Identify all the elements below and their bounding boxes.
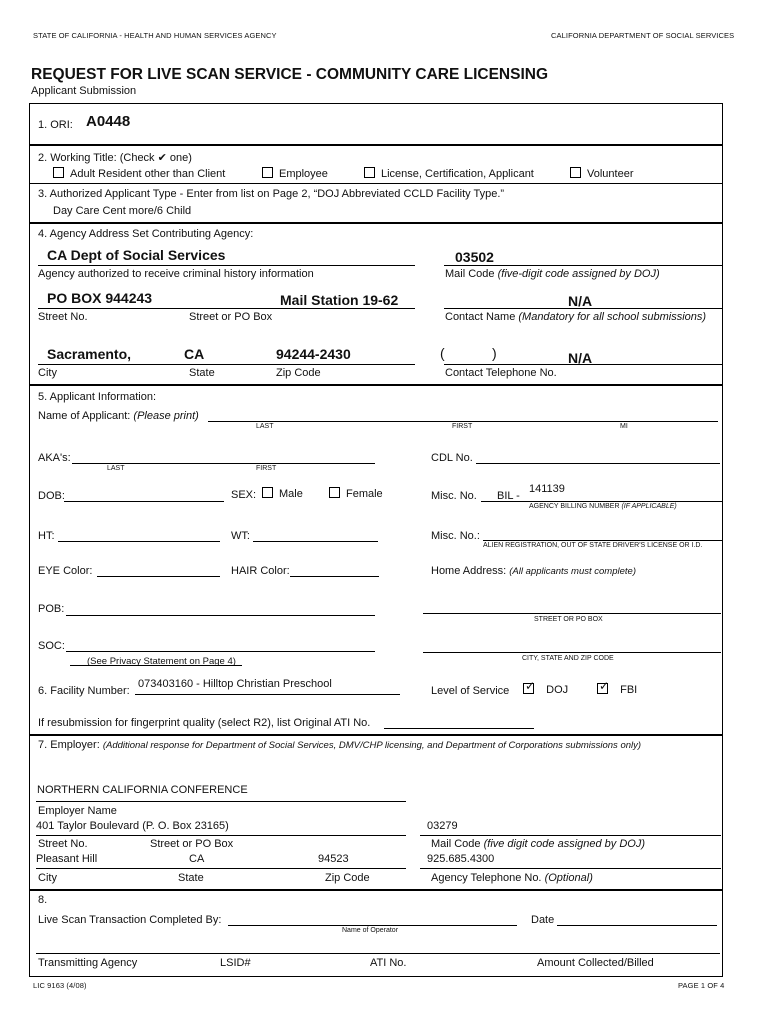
- option-license-applicant[interactable]: [364, 167, 534, 180]
- ati-label: ATI No.: [370, 957, 407, 969]
- divider: [29, 889, 723, 891]
- agency-mail-code-value[interactable]: 03502: [455, 249, 494, 265]
- cdl-line[interactable]: [476, 463, 720, 464]
- applicant-type-value[interactable]: Day Care Cent more/6 Child: [53, 205, 192, 217]
- agency-section-label: 4. Agency Address Set Contributing Agency:: [38, 228, 254, 240]
- underline: [36, 868, 406, 869]
- employer-zip-value[interactable]: 94523: [318, 853, 349, 865]
- checkbox[interactable]: [329, 487, 340, 498]
- misc2-line[interactable]: [483, 540, 723, 541]
- agency-phone-value[interactable]: N/A: [568, 350, 593, 366]
- label-text: Name of Applicant:: [38, 410, 131, 422]
- agency-state-label: State: [189, 367, 215, 379]
- label-hint: (Additional response for Department of Social Services, DMV/CHP licensing, and Department of Corporations submissions only): [102, 740, 642, 751]
- caption-hint: (IF APPLICABLE): [621, 503, 677, 510]
- option-label: DOJ: [546, 684, 569, 696]
- dob-line[interactable]: [64, 501, 224, 502]
- facility-line: [135, 694, 400, 695]
- employer-state-value[interactable]: CA: [189, 853, 205, 865]
- underline: [420, 868, 721, 869]
- form-number: LIC 9163 (4/08): [33, 981, 87, 990]
- option-label: Male: [279, 488, 303, 500]
- option-employee[interactable]: [262, 167, 328, 180]
- option-label: Employee: [279, 168, 328, 180]
- employer-street-label: Street or PO Box: [150, 838, 234, 850]
- label-hint: (Please print): [133, 410, 199, 422]
- label-text: Mail Code: [431, 838, 481, 850]
- home-street-line[interactable]: [423, 613, 721, 614]
- weight-line[interactable]: [253, 541, 378, 542]
- underline: [38, 308, 415, 309]
- agency-zip-label: Zip Code: [276, 367, 321, 379]
- label-hint: (five-digit code assigned by DOJ): [497, 268, 660, 280]
- underline: [444, 364, 722, 365]
- agency-contact-name-value[interactable]: N/A: [568, 293, 593, 309]
- sex-female-option[interactable]: [329, 487, 383, 500]
- employer-mail-code-label: [431, 838, 645, 850]
- height-label: HT:: [38, 530, 55, 542]
- employer-street-no-label: Street No.: [38, 838, 88, 850]
- underline: [70, 665, 242, 666]
- eye-color-label: EYE Color:: [38, 565, 93, 577]
- misc2-label: Misc. No.:: [431, 530, 480, 542]
- operator-line[interactable]: [228, 925, 517, 926]
- employer-state-label: State: [178, 872, 204, 884]
- transaction-label: 8.: [38, 894, 48, 906]
- agency-mail-code-label: [445, 268, 660, 280]
- misc-caption: [529, 503, 677, 510]
- agency-city-label: City: [38, 367, 57, 379]
- pob-line[interactable]: [66, 615, 375, 616]
- privacy-note: (See Privacy Statement on Page 4): [87, 656, 236, 667]
- transmitting-agency-label: Transmitting Agency: [38, 957, 138, 969]
- underline: [444, 265, 722, 266]
- employer-label: [38, 739, 641, 751]
- level-of-service-label: Level of Service: [431, 685, 510, 697]
- ori-value[interactable]: A0448: [86, 113, 131, 130]
- soc-line[interactable]: [66, 651, 375, 652]
- form-title: REQUEST FOR LIVE SCAN SERVICE - COMMUNITY CARE LICENSING: [31, 66, 549, 83]
- check-mark-icon: ✓: [525, 679, 536, 693]
- ati-line[interactable]: [384, 728, 534, 729]
- checkbox[interactable]: [53, 167, 64, 178]
- option-adult-resident[interactable]: [53, 167, 225, 180]
- caption-first: FIRST: [256, 465, 277, 472]
- checkbox-checked[interactable]: [523, 679, 536, 694]
- divider: [29, 222, 723, 224]
- employer-city-label: City: [38, 872, 57, 884]
- employer-mail-code-value[interactable]: 03279: [427, 820, 458, 832]
- resubmission-label: If resubmission for fingerprint quality (select R2), list Original ATI No.: [38, 717, 371, 729]
- pob-label: POB:: [38, 603, 65, 615]
- employer-zip-label: Zip Code: [325, 872, 370, 884]
- ori-label: 1. ORI:: [38, 119, 73, 131]
- checkbox[interactable]: [262, 487, 273, 498]
- sex-label: SEX:: [231, 489, 257, 501]
- label-hint: (Optional): [544, 872, 593, 884]
- divider: [29, 384, 723, 386]
- misc-prefix: BIL -: [497, 490, 520, 502]
- working-title-label: 2. Working Title: (Check ✔ one): [38, 152, 192, 164]
- agency-contact-name-label: [445, 311, 706, 323]
- agency-name-value[interactable]: CA Dept of Social Services: [47, 247, 226, 263]
- home-city-line[interactable]: [423, 652, 721, 653]
- option-label: FBI: [620, 684, 638, 696]
- cdl-label: CDL No.: [431, 452, 473, 464]
- agency-name-label: Agency authorized to receive criminal history information: [38, 268, 314, 280]
- checkbox-checked[interactable]: [597, 679, 610, 694]
- street-caption: STREET OR PO BOX: [534, 616, 603, 623]
- divider: [29, 183, 723, 184]
- label-hint: (five digit code assigned by DOJ): [483, 838, 646, 850]
- header-agency-right: CALIFORNIA DEPARTMENT OF SOCIAL SERVICES: [551, 31, 735, 40]
- agency-state-value[interactable]: CA: [184, 346, 205, 362]
- hair-color-line[interactable]: [290, 576, 379, 577]
- lsid-label: LSID#: [220, 957, 251, 969]
- applicant-name-line[interactable]: [208, 421, 718, 422]
- aka-line[interactable]: [72, 463, 375, 464]
- phone-paren-close: ): [492, 345, 497, 361]
- option-label: License, Certification, Applicant: [381, 168, 534, 180]
- agency-street-value[interactable]: Mail Station 19-62: [280, 292, 399, 308]
- page-number: PAGE 1 OF 4: [678, 981, 725, 990]
- home-address-label: [431, 565, 636, 577]
- soc-label: SOC:: [38, 640, 65, 652]
- operator-caption: Name of Operator: [342, 927, 399, 934]
- employer-street-value[interactable]: 401 Taylor Boulevard (P. O. Box 23165): [36, 820, 229, 832]
- checkbox[interactable]: [570, 167, 581, 178]
- employer-name-label: Employer Name: [38, 805, 117, 817]
- caption-mi: MI: [620, 423, 628, 430]
- amount-label: Amount Collected/Billed: [537, 957, 654, 969]
- label-text: 7. Employer:: [38, 739, 100, 751]
- employer-name-value[interactable]: NORTHERN CALIFORNIA CONFERENCE: [37, 784, 248, 796]
- employer-phone-value[interactable]: 925.685.4300: [427, 853, 495, 865]
- caption-last: LAST: [256, 423, 274, 430]
- facility-label: 6. Facility Number:: [38, 685, 130, 697]
- facility-value[interactable]: 073403160 - Hilltop Christian Preschool: [138, 678, 332, 690]
- dob-label: DOB:: [38, 490, 65, 502]
- divider: [29, 734, 723, 736]
- agency-phone-label: Contact Telephone No.: [445, 367, 557, 379]
- applicant-name-label: [38, 410, 199, 422]
- form-subtitle: Applicant Submission: [31, 85, 137, 97]
- label-hint: (Mandatory for all school submissions): [518, 311, 707, 323]
- misc2-caption: ALIEN REGISTRATION, OUT OF STATE DRIVER'S LICENSE OR I.D.: [483, 542, 703, 549]
- option-label: Female: [346, 488, 383, 500]
- label-text: Contact Name: [445, 311, 516, 323]
- label-hint: (All applicants must complete): [509, 566, 636, 577]
- phone-paren-open: (: [440, 345, 445, 361]
- label-text: Home Address:: [431, 565, 507, 577]
- agency-street-no-label: Street No.: [38, 311, 88, 323]
- applicant-section-label: 5. Applicant Information:: [38, 391, 157, 403]
- option-label: Adult Resident other than Client: [70, 168, 226, 180]
- underline: [36, 835, 406, 836]
- underline: [36, 801, 406, 802]
- label-text: Mail Code: [445, 268, 495, 280]
- agency-street-label: Street or PO Box: [189, 311, 273, 323]
- agency-city-value[interactable]: Sacramento,: [47, 346, 132, 362]
- underline: [38, 364, 415, 365]
- weight-label: WT:: [231, 530, 250, 542]
- misc-value[interactable]: 141139: [529, 483, 565, 495]
- level-fbi-option[interactable]: [597, 679, 638, 696]
- caption-first: FIRST: [452, 423, 473, 430]
- height-line[interactable]: [58, 541, 220, 542]
- underline: [420, 835, 721, 836]
- header-agency-left: STATE OF CALIFORNIA - HEALTH AND HUMAN SERVICES AGENCY: [33, 31, 277, 40]
- level-doj-option[interactable]: [523, 679, 569, 696]
- underline: [444, 308, 722, 309]
- label-text: Agency Telephone No.: [431, 872, 542, 884]
- date-label: Date: [531, 914, 555, 926]
- option-label: Volunteer: [587, 168, 634, 180]
- underline: [38, 265, 415, 266]
- caption-text: AGENCY BILLING NUMBER: [529, 503, 620, 510]
- misc-label: Misc. No.: [431, 490, 477, 502]
- misc-line: [481, 501, 723, 502]
- agency-street-no-value[interactable]: PO BOX 944243: [47, 290, 153, 306]
- aka-label: AKA's:: [38, 452, 71, 464]
- hair-color-label: HAIR Color:: [231, 565, 290, 577]
- checkbox[interactable]: [262, 167, 273, 178]
- check-mark-icon: ✓: [599, 679, 610, 693]
- caption-last: LAST: [107, 465, 125, 472]
- option-volunteer[interactable]: [570, 167, 633, 180]
- eye-color-line[interactable]: [97, 576, 220, 577]
- city-caption: CITY, STATE AND ZIP CODE: [522, 655, 614, 662]
- checkbox[interactable]: [364, 167, 375, 178]
- completed-by-label: Live Scan Transaction Completed By:: [38, 914, 222, 926]
- agency-zip-value[interactable]: 94244-2430: [276, 346, 351, 362]
- applicant-type-label: 3. Authorized Applicant Type - Enter from list on Page 2, “DOJ Abbreviated CCLD Facility Type.”: [38, 188, 505, 200]
- divider: [29, 144, 723, 146]
- sex-male-option[interactable]: [262, 487, 303, 500]
- date-line[interactable]: [557, 925, 717, 926]
- employer-phone-label: [431, 872, 593, 884]
- transaction-line[interactable]: [36, 953, 720, 954]
- employer-city-value[interactable]: Pleasant Hill: [36, 853, 98, 865]
